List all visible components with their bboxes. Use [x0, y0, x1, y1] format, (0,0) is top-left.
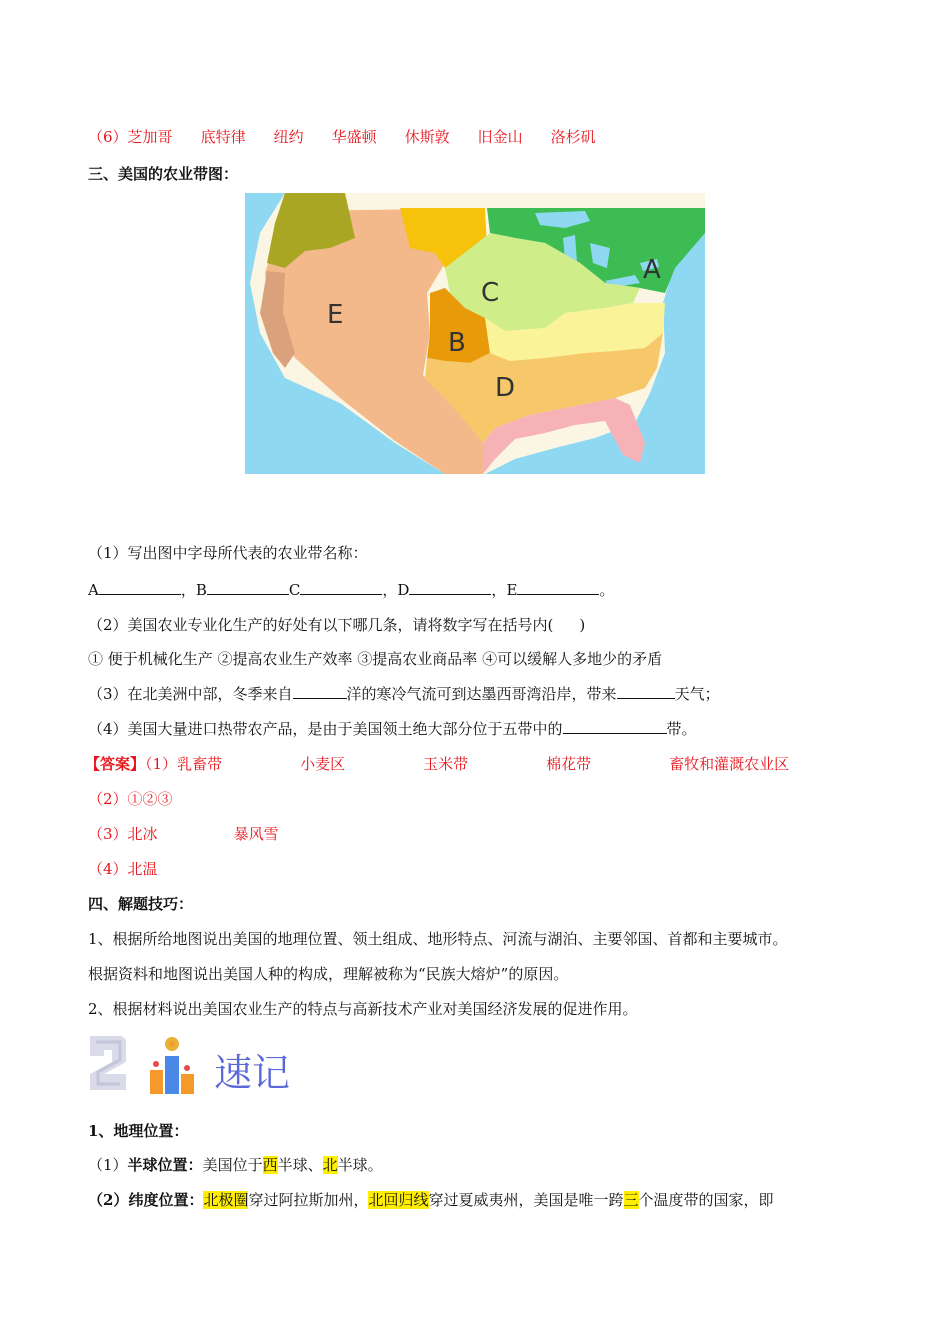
city-list-prefix: （6） — [88, 128, 128, 146]
highlight-text: 三 — [623, 1191, 639, 1209]
tip-paragraph-2: 根据资料和地图说出美国人种的构成，理解被称为“民族大熔炉”的原因。 — [88, 965, 569, 983]
answer-blank[interactable] — [207, 580, 289, 595]
separator: ， — [491, 581, 507, 599]
blank-label-a: A — [88, 581, 99, 599]
answer-2: （2）①②③ — [88, 790, 173, 808]
number-2-icon — [90, 1036, 126, 1090]
separator: ， — [382, 581, 398, 599]
city-item: 休斯敦 — [404, 128, 450, 146]
map-label-b: B — [448, 328, 466, 358]
answer-blank[interactable] — [300, 580, 382, 595]
question-3 — [88, 684, 720, 704]
note-prefix: （1） — [88, 1156, 128, 1174]
note-text: 美国位于 — [202, 1156, 263, 1174]
note-text: 个温度带的国家，即 — [638, 1191, 774, 1209]
answer-blank[interactable] — [99, 580, 181, 595]
city-item: 芝加哥 — [127, 128, 173, 146]
answer-item: 北冰 — [127, 825, 158, 843]
blank-label-e: E — [506, 581, 518, 599]
question-4-text: （4）美国大量进口热带农产品，是由于美国领土绝大部分位于五带中的 — [88, 720, 563, 738]
answer-1 — [85, 754, 789, 774]
note-hemisphere — [88, 1155, 383, 1175]
answer-prefix: （1） — [145, 755, 178, 773]
answer-item: 乳畜带 — [177, 755, 223, 773]
question-2-text: （2）美国农业专业化生产的好处有以下哪几条，请将数字写在括号内( — [88, 616, 554, 634]
note-text: 穿过夏威夷州，美国是唯一跨 — [428, 1191, 624, 1209]
note-label: 纬度位置： — [128, 1191, 204, 1209]
question-1: （1）写出图中字母所代表的农业带名称： — [88, 544, 368, 562]
us-agriculture-map — [245, 193, 705, 474]
section-3-heading: 三、美国的农业带图： — [88, 165, 239, 183]
city-item: 旧金山 — [477, 128, 523, 146]
note-prefix: （2） — [88, 1191, 129, 1209]
answer-item: 玉米带 — [423, 755, 469, 773]
city-item: 华盛顿 — [331, 128, 377, 146]
answer-blank[interactable] — [517, 580, 599, 595]
quick-memo-logo — [86, 1030, 326, 1100]
notes-heading: 1、地理位置： — [88, 1122, 189, 1140]
answer-item: 暴风雪 — [233, 825, 279, 843]
map-label-d: D — [495, 373, 516, 403]
map-label-a: A — [643, 255, 661, 285]
answer-item: 小麦区 — [300, 755, 346, 773]
map-label-e: E — [327, 300, 344, 330]
question-2 — [88, 615, 585, 635]
city-item: 底特律 — [200, 128, 246, 146]
answer-prefix: （3） — [88, 825, 128, 843]
blank-label-b: B — [195, 581, 207, 599]
highlight-text: 北 — [322, 1156, 338, 1174]
note-latitude — [88, 1190, 774, 1210]
question-3-text: 天气； — [674, 685, 720, 703]
city-list — [88, 127, 596, 147]
city-item: 纽约 — [273, 128, 304, 146]
answer-blank[interactable] — [563, 719, 667, 734]
section-4-heading: 四、解题技巧： — [88, 895, 194, 913]
note-text: 半球。 — [337, 1156, 383, 1174]
highlight-text: 北极圈 — [203, 1191, 249, 1209]
blank-label-c: C — [288, 581, 301, 599]
note-label: 半球位置： — [127, 1156, 203, 1174]
answer-item: 畜牧和灌溉农业区 — [669, 755, 790, 773]
question-2-close: ) — [579, 616, 586, 634]
highlight-text: 北回归线 — [368, 1191, 429, 1209]
answer-4: （4）北温 — [88, 860, 158, 878]
question-4-text: 带。 — [666, 720, 697, 738]
city-item: 洛杉矶 — [550, 128, 596, 146]
tip-paragraph-3: 2、根据材料说出美国农业生产的特点与高新技术产业对美国经济发展的促进作用。 — [88, 1000, 638, 1018]
question-1-blanks — [88, 580, 614, 600]
note-text: 半球、 — [277, 1156, 323, 1174]
answer-blank[interactable] — [293, 684, 347, 699]
question-2-options: ① 便于机械化生产 ②提高农业生产效率 ③提高农业商品率 ④可以缓解人多地少的矛盾 — [88, 650, 663, 668]
answer-blank[interactable] — [409, 580, 491, 595]
highlight-text: 西 — [262, 1156, 278, 1174]
separator: ， — [180, 581, 196, 599]
separator: 。 — [599, 581, 615, 599]
logo-title: 速记 — [214, 1051, 291, 1095]
answer-tag: 【答案】 — [85, 755, 146, 773]
tip-paragraph-1: 1、根据所给地图说出美国的地理位置、领土组成、地形特点、河流与湖泊、主要邻国、首都和主要城市。 — [88, 930, 788, 948]
question-4 — [88, 719, 697, 739]
answer-3 — [88, 824, 279, 844]
question-3-text: （3）在北美洲中部，冬季来自 — [88, 685, 293, 703]
answer-blank[interactable] — [617, 684, 675, 699]
map-label-c: C — [481, 278, 500, 308]
trophy-podium-icon — [150, 1037, 194, 1094]
answer-item: 棉花带 — [546, 755, 592, 773]
question-3-text: 洋的寒冷气流可到达墨西哥湾沿岸，带来 — [346, 685, 617, 703]
note-text: 穿过阿拉斯加州， — [248, 1191, 369, 1209]
blank-label-d: D — [397, 581, 410, 599]
